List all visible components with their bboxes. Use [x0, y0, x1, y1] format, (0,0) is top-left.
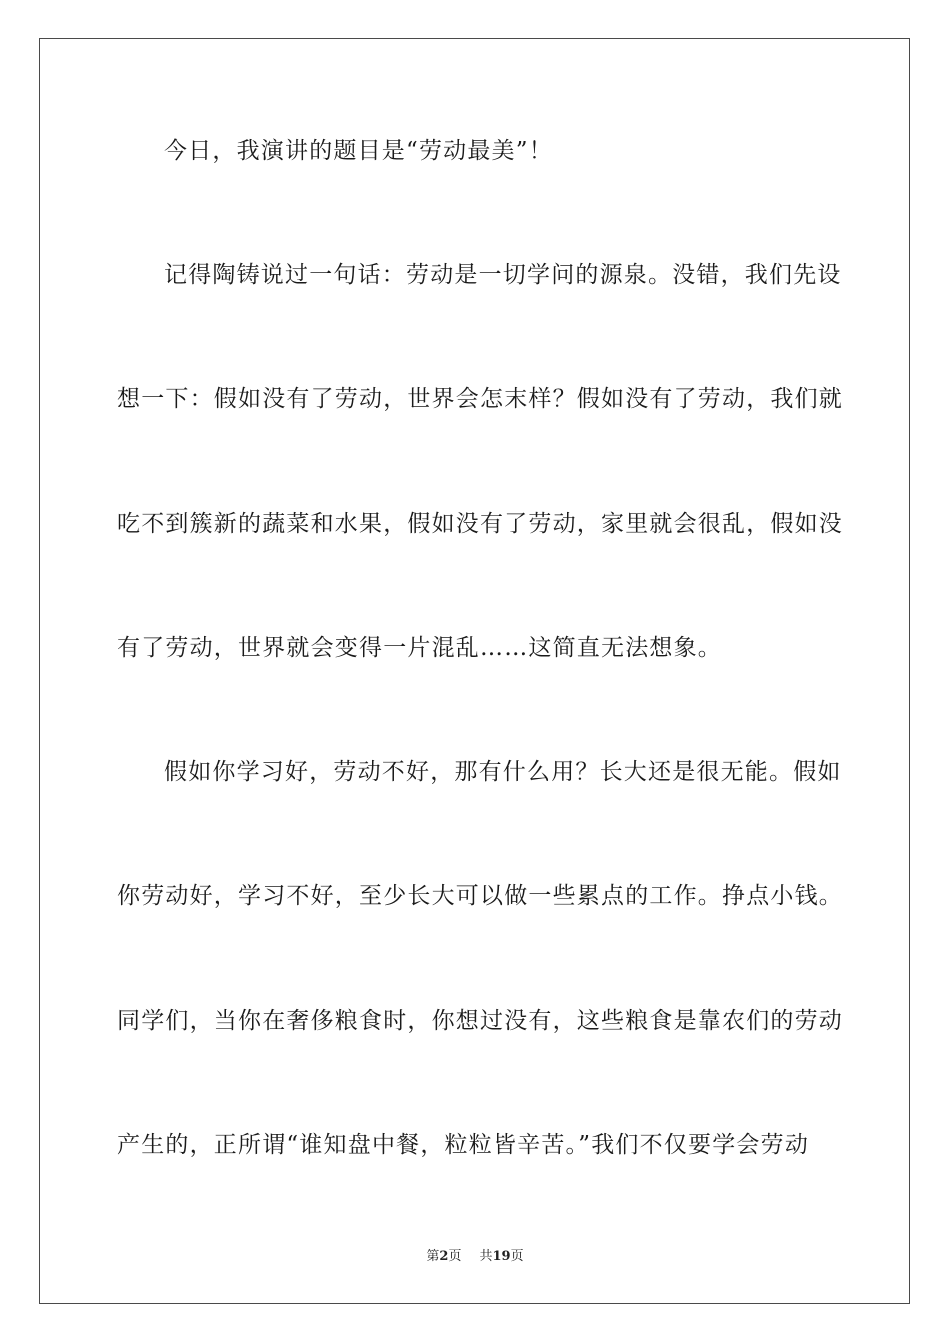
- total-pages-indicator: 共19页: [479, 1249, 524, 1264]
- page-footer: [0, 1248, 950, 1266]
- paragraph-line: 假如你学习好，劳动不好，那有什么用？长大还是很无能。假如: [164, 759, 842, 785]
- current-page-number: 2: [439, 1249, 449, 1264]
- paragraph-line: 今日，我演讲的题目是“劳动最美”！: [164, 138, 553, 164]
- total-page-number: 19: [492, 1249, 511, 1264]
- page-indicator: 第2页: [426, 1249, 462, 1264]
- paragraph-line: 想一下：假如没有了劳动，世界会怎末样？假如没有了劳动，我们就: [117, 386, 843, 412]
- paragraph-line: 你劳动好，学习不好，至少长大可以做一些累点的工作。挣点小钱。: [117, 883, 843, 909]
- page-border: [39, 38, 910, 1304]
- paragraph-line: 记得陶铸说过一句话：劳动是一切学问的源泉。没错，我们先设: [164, 262, 842, 288]
- paragraph-line: 吃不到簇新的蔬菜和水果，假如没有了劳动，家里就会很乱，假如没: [117, 511, 843, 537]
- paragraph-line: 有了劳动，世界就会变得一片混乱……这简直无法想象。: [117, 635, 722, 661]
- paragraph-line: 产生的，正所谓“谁知盘中餐，粒粒皆辛苦。”我们不仅要学会劳动: [117, 1132, 810, 1158]
- paragraph-line: 同学们，当你在奢侈粮食时，你想过没有，这些粮食是靠农们的劳动: [117, 1008, 843, 1034]
